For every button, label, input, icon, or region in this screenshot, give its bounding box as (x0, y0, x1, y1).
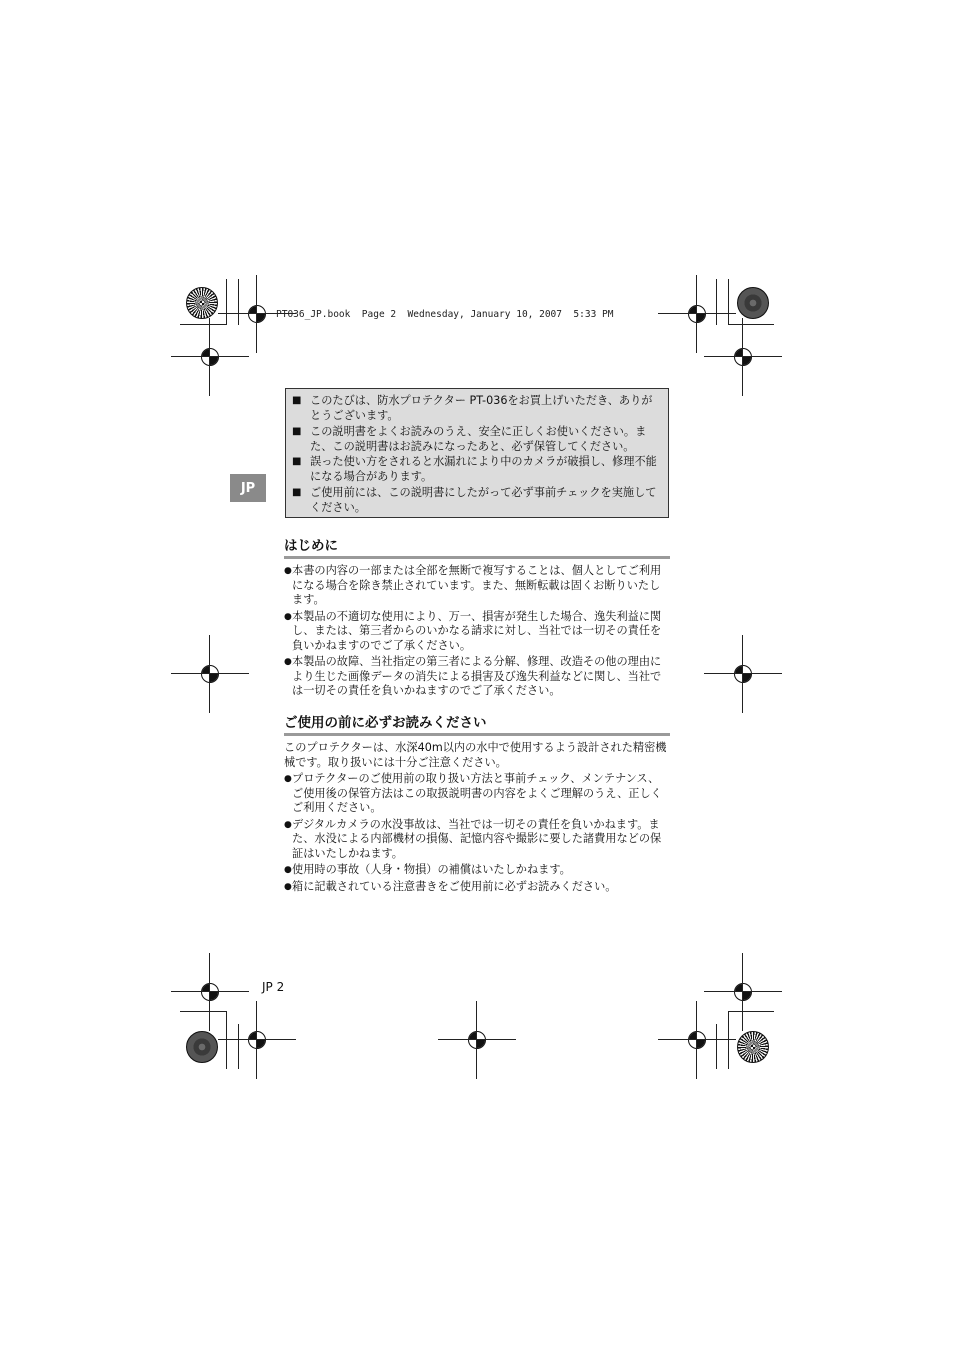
crop-line (238, 1024, 239, 1069)
dot-bullet-icon: ● (284, 881, 292, 892)
crop-line (238, 279, 239, 325)
dot-bullet-icon: ● (284, 611, 292, 622)
list-item-text: 箱に記載されている注意書きをご使用前に必ずお読みください。 (292, 879, 617, 893)
list-item-text: 本書の内容の一部または全部を無断で複写することは、個人としてご利用になる場合を除き禁止されています。また、無断転載は固くお断りいたします。 (292, 564, 662, 606)
notice-text: ご使用前には、この説明書にしたがって必ず事前チェックを実施してください。 (310, 485, 657, 515)
list-item (284, 880, 670, 895)
crop-line (180, 324, 226, 325)
dot-bullet-icon: ● (284, 819, 292, 830)
dot-bullet-icon: ● (284, 774, 292, 784)
registration-crosshair-icon (686, 303, 708, 325)
list-item (284, 655, 670, 699)
notice-text: 誤った使い方をされると水漏れにより中のカメラが破損し、修理不能になる場合があります。 (310, 455, 657, 484)
square-bullet-icon: ■ (292, 456, 302, 468)
registration-crosshair-icon (732, 981, 754, 1003)
print-header-slug: PT036_JP.book Page 2 Wednesday, January 10, 2007 5:33 PM (276, 309, 614, 320)
list-item-text: デジタルカメラの水没事故は、当社では一切その責任を負いかねます。また、水没による内部機材の損傷、記憶内容や撮影に要した諸費用などの保証はいたしかねます。 (292, 817, 662, 860)
list-item (284, 610, 670, 654)
registration-crosshair-icon (199, 346, 221, 368)
registration-crosshair-icon (246, 303, 268, 325)
registration-target-top-right (737, 287, 769, 319)
notice-item (292, 393, 660, 424)
registration-crosshair-icon (732, 346, 754, 368)
list-item (284, 863, 670, 878)
square-bullet-icon: ■ (292, 395, 302, 406)
square-bullet-icon: ■ (292, 486, 302, 498)
registration-target-top-left (186, 287, 218, 319)
registration-crosshair-icon (732, 663, 754, 685)
notice-item (292, 424, 660, 455)
crop-line (180, 1011, 226, 1012)
notice-text: このたびは、防水プロテクター PT-036をお買上げいただき、ありがとうございます。 (310, 394, 653, 423)
section-title: ご使用の前に必ずお読みください (284, 714, 670, 736)
page-number: JP 2 (262, 980, 285, 994)
registration-crosshair-icon (199, 981, 221, 1003)
notice-item (292, 454, 660, 485)
dot-bullet-icon: ● (284, 865, 292, 875)
registration-target-bottom-right (737, 1031, 769, 1063)
list-item (284, 564, 670, 608)
crop-line (728, 1011, 729, 1069)
crop-line (716, 279, 717, 325)
section-title: はじめに (284, 537, 670, 559)
registration-crosshair-icon (686, 1029, 708, 1051)
section-introduction (284, 537, 670, 701)
list-item (284, 818, 670, 862)
notice-box (285, 388, 669, 518)
registration-target-bottom-left (186, 1031, 218, 1063)
crop-line (728, 324, 774, 325)
crop-line (728, 279, 729, 325)
list-item-text: 本製品の故障、当社指定の第三者による分解、修理、改造その他の理由により生じた画像データの消失による損害及び逸失利益などに関し、当社では一切その責任を負いかねますのでご了承ください。 (292, 655, 662, 697)
registration-crosshair-icon (246, 1029, 268, 1051)
list-item-text: 使用時の事故（人身・物損）の補償はいたしかねます。 (292, 863, 571, 876)
crop-line (226, 1011, 227, 1069)
dot-bullet-icon: ● (284, 657, 292, 667)
section-intro-text: このプロテクターは、水深40m以内の水中で使用するよう設計された精密機械です。取り扱いには十分ご注意ください。 (284, 741, 667, 769)
crop-line (226, 279, 227, 325)
dot-bullet-icon: ● (284, 566, 292, 576)
notice-item (292, 485, 660, 516)
language-tab: JP (230, 474, 266, 502)
crop-line (716, 1024, 717, 1069)
registration-crosshair-icon (466, 1029, 488, 1051)
registration-crosshair-icon (199, 663, 221, 685)
list-item (284, 772, 670, 816)
section-before-use (284, 714, 670, 896)
square-bullet-icon: ■ (292, 425, 302, 437)
notice-text: この説明書をよくお読みのうえ、安全に正しくお使いください。また、この説明書はお読みになったあと、必ず保管してください。 (310, 424, 647, 453)
crop-line (728, 1011, 774, 1012)
list-item-text: プロテクターのご使用前の取り扱い方法と事前チェック、メンテナンス、ご使用後の保管方法はこの取扱説明書の内容をよくご理解のうえ、正しくご利用ください。 (292, 772, 662, 814)
list-item-text: 本製品の不適切な使用により、万一、損害が発生した場合、逸失利益に関し、または、第三者からのいかなる請求に対し、当社では一切その責任を負いかねますのでご了承ください。 (292, 609, 662, 652)
